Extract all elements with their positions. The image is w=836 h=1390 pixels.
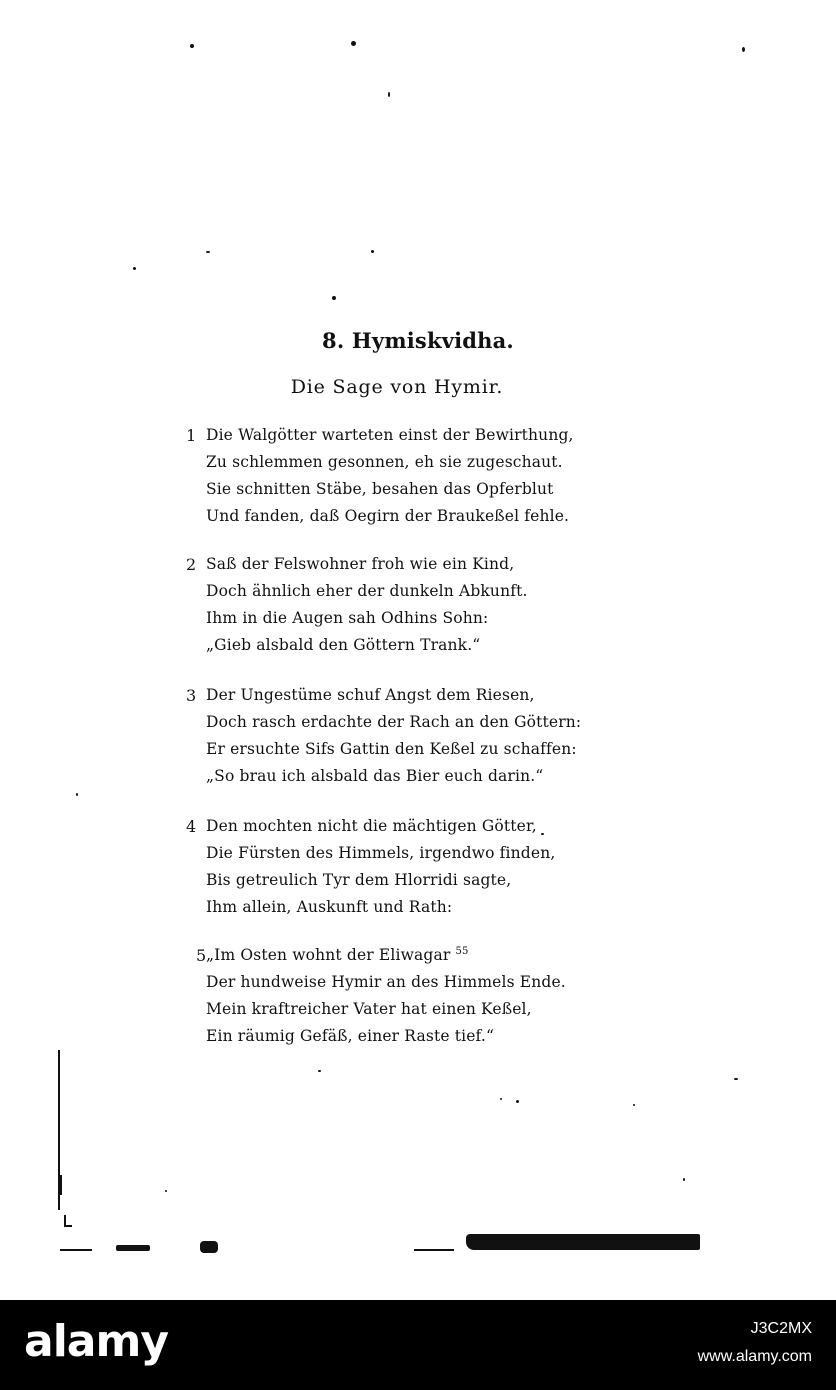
stanza-number: 3 xyxy=(186,686,197,705)
verse-line: Der hundweise Hymir an des Himmels Ende. xyxy=(206,973,566,991)
stanza-number: 5 xyxy=(196,946,207,965)
scan-speck xyxy=(165,1190,167,1192)
scan-bottom-bar xyxy=(466,1234,700,1250)
scan-speck xyxy=(351,41,356,46)
verse-line: Doch ähnlich eher der dunkeln Abkunft. xyxy=(206,582,528,600)
verse-line: Zu schlemmen gesonnen, eh sie zugeschaut. xyxy=(206,453,563,471)
scan-speck xyxy=(76,793,78,796)
scan-speck xyxy=(734,1078,738,1080)
scan-speck xyxy=(190,44,194,48)
scan-bottom-bar xyxy=(60,1249,92,1251)
poem-subtitle: Die Sage von Hymir. xyxy=(290,376,504,398)
verse-line: Ihm in die Augen sah Odhins Sohn: xyxy=(206,609,489,627)
scan-speck xyxy=(318,1070,321,1072)
stanza-number: 2 xyxy=(186,555,197,574)
scan-speck xyxy=(388,92,390,97)
scan-bottom-bar xyxy=(414,1249,454,1251)
scan-bottom-blot xyxy=(200,1241,218,1253)
scan-speck xyxy=(206,251,210,253)
watermark-url: www.alamy.com xyxy=(697,1348,812,1365)
verse-line: Den mochten nicht die mächtigen Götter, xyxy=(206,817,537,835)
scan-margin-mark xyxy=(64,1225,72,1227)
verse-line: „So brau ich alsbald das Bier euch darin.“ xyxy=(206,767,544,785)
scan-margin-line xyxy=(58,1175,62,1195)
scan-speck xyxy=(683,1178,685,1181)
verse-line: Doch rasch erdachte der Rach an den Göttern: xyxy=(206,713,582,731)
scan-speck xyxy=(541,833,544,835)
verse-line: Er ersuchte Sifs Gattin den Keßel zu schaffen: xyxy=(206,740,577,758)
scan-bottom-bar xyxy=(116,1245,150,1251)
verse-line: Die Walgötter warteten einst der Bewirthung, xyxy=(206,426,574,444)
scan-speck xyxy=(633,1104,635,1106)
alamy-logo: alamy xyxy=(24,1316,168,1367)
stanza-number: 4 xyxy=(186,817,197,836)
verse-line: Der Ungestüme schuf Angst dem Riesen, xyxy=(206,686,535,704)
scan-speck xyxy=(742,47,745,52)
watermark-banner xyxy=(0,1300,836,1390)
verse-line: Und fanden, daß Oegirn der Braukeßel fehle. xyxy=(206,507,570,525)
footnote-ref: 55 xyxy=(455,946,469,957)
verse-line: Die Fürsten des Himmels, irgendwo finden, xyxy=(206,844,556,862)
poem-title: 8. Hymiskvidha. xyxy=(322,328,514,353)
stanza-number: 1 xyxy=(186,426,197,445)
verse-line: Ein räumig Gefäß, einer Raste tief.“ xyxy=(206,1027,495,1045)
scan-speck xyxy=(371,250,374,253)
verse-line: Sie schnitten Stäbe, besahen das Opferblut xyxy=(206,480,554,498)
scan-speck xyxy=(133,267,136,270)
verse-line xyxy=(206,946,469,964)
scan-speck xyxy=(516,1100,519,1103)
scan-speck xyxy=(332,296,336,300)
verse-line: Bis getreulich Tyr dem Hlorridi sagte, xyxy=(206,871,512,889)
verse-line: Saß der Felswohner froh wie ein Kind, xyxy=(206,555,515,573)
verse-line: Mein kraftreicher Vater hat einen Keßel, xyxy=(206,1000,532,1018)
image-id: J3C2MX xyxy=(750,1320,812,1337)
verse-line: Ihm allein, Auskunft und Rath: xyxy=(206,898,453,916)
verse-line: „Gieb alsbald den Göttern Trank.“ xyxy=(206,636,481,654)
verse-line-text: „Im Osten wohnt der Eliwagar xyxy=(206,946,451,965)
scan-speck xyxy=(500,1098,502,1100)
